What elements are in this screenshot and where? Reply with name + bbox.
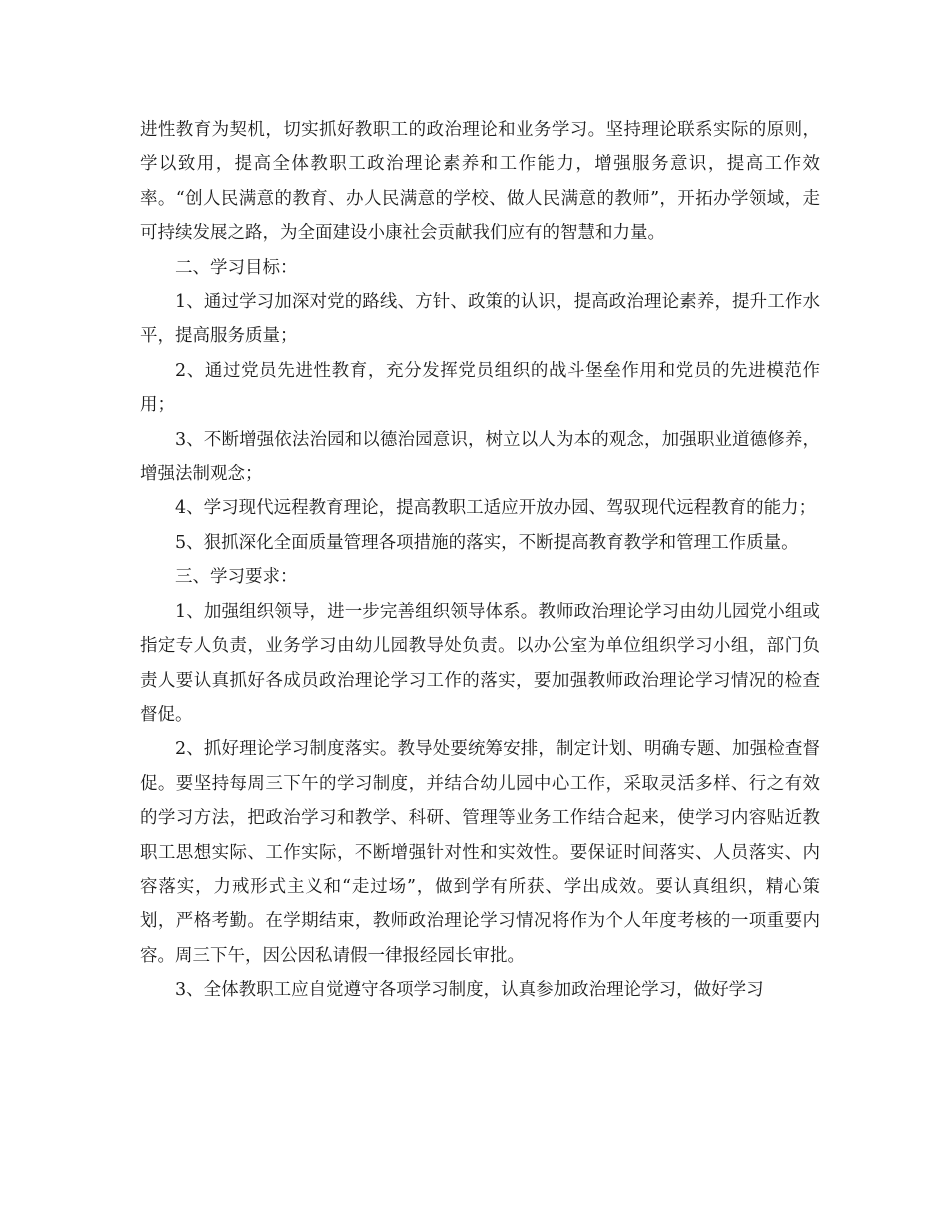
- goal-item-4: 4、学习现代远程教育理论，提高教职工适应开放办园、驾驭现代远程教育的能力；: [175, 498, 817, 519]
- requirement-item-1: 1、加强组织领导，进一步完善组织领导体系。教师政治理论学习由幼儿园党小组或指定专人负责，业务学习由幼儿园教导处负责。以办公室为单位组织学习小组，部门负责人要认真抓好各成员政治理论学习工作的落实，要加强教师政治理论学习情况的检查督促。: [140, 601, 820, 725]
- requirement-item-3: 3、全体教职工应自觉遵守各项学习制度，认真参加政治理论学习，做好学习: [175, 980, 764, 1001]
- goal-item-5: 5、狠抓深化全面质量管理各项措施的落实，不断提高教育教学和管理工作质量。: [175, 532, 799, 553]
- section-heading-learning-requirements: 三、学习要求：: [175, 567, 298, 588]
- section-heading-learning-goals: 二、学习目标：: [175, 257, 298, 278]
- goal-item-1: 1、通过学习加深对党的路线、方针、政策的认识，提高政治理论素养，提升工作水平，提高服务质量；: [140, 292, 820, 347]
- goal-item-3: 3、不断增强依法治园和以德治园意识，树立以人为本的观念，加强职业道德修养，增强法制观念；: [140, 429, 820, 485]
- goal-item-2: 2、通过党员先进性教育，充分发挥党员组织的战斗堡垒作用和党员的先进模范作用；: [140, 360, 820, 416]
- paragraph-intro-continued: 进性教育为契机，切实抓好教职工的政治理论和业务学习。坚持理论联系实际的原则，学以致用，提高全体教职工政治理论素养和工作能力，增强服务意识，提高工作效率。“创人民满意的教育、办人民满意的学校、做人民满意的教师”，开拓办学领域，走可持续发展之路，为全面建设小康社会贡献我们应有的智慧和力量。: [140, 120, 820, 244]
- requirement-item-2: 2、抓好理论学习制度落实。教导处要统筹安排，制定计划、明确专题、加强检查督促。要坚持每周三下午的学习制度，并结合幼儿园中心工作，采取灵活多样、行之有效的学习方法，把政治学习和教学、科研、管理等业务工作结合起来，使学习内容贴近教职工思想实际、工作实际，不断增强针对性和实效性。要保证时间落实、人员落实、内容落实，力戒形式主义和“走过场”，做到学有所获、学出成效。要认真组织，精心策划，严格考勤。在学期结束，教师政治理论学习情况将作为个人年度考核的一项重要内容。周三下午，因公因私请假一律报经园长审批。: [140, 739, 820, 966]
- document-body: [140, 113, 820, 1008]
